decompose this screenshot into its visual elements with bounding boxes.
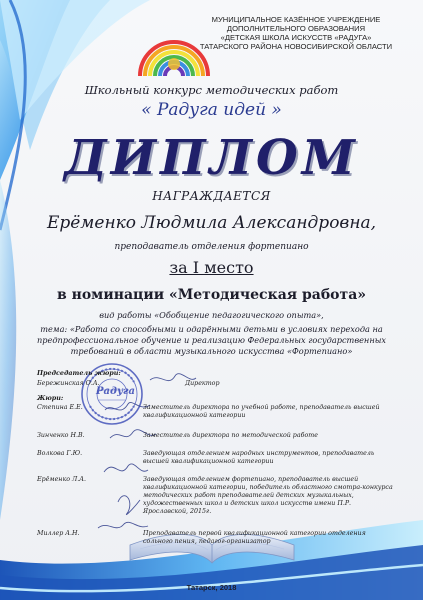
jury-chair-role: Директор bbox=[185, 380, 220, 387]
awarded-heading: НАГРАЖДАЕТСЯ bbox=[152, 189, 271, 203]
organization-name-line-1: МУНИЦИПАЛЬНОЕ КАЗЁННОЕ УЧРЕЖДЕНИЕ bbox=[211, 15, 381, 24]
place-and-date: Татарск, 2018 bbox=[186, 583, 237, 592]
stamp-text: Радуга bbox=[96, 386, 136, 397]
jury-member-name: Зинченко Н.В. bbox=[37, 432, 85, 439]
contest-subtitle: Школьный конкурс методических работ bbox=[84, 83, 339, 97]
award-place: за I место bbox=[169, 258, 254, 277]
jury-member-role: Заведующая отделением фортепиано, преподаватель высшей квалификационной категории, победитель областного смотра-конкурса методических работ преподавателей детских музыкальных, художественных школ и детских школ искусств имени П.Р. Ярославской, 2015г. bbox=[143, 476, 393, 515]
organization-name-line-3: «ДЕТСКАЯ ШКОЛА ИСКУССТВ «РАДУГА» bbox=[220, 33, 372, 42]
organization-name-line-4: ТАТАРСКОГО РАЙОНА НОВОСИБИРСКОЙ ОБЛАСТИ bbox=[199, 42, 393, 51]
contest-name: « Радуга идей » bbox=[141, 100, 282, 120]
jury-chair-name: Бережинская О.А. bbox=[37, 380, 100, 387]
work-type: вид работы «Обобщение педагогического опыта», bbox=[99, 310, 324, 320]
jury-member-name: Волкова Г.Ю. bbox=[37, 450, 83, 457]
topic-line-3: требований в области музыкального искусства «Фортепиано» bbox=[70, 346, 353, 356]
jury-member-role: Преподаватель первой квалификационной категории отделения сольного пения, педагог-организатор bbox=[143, 530, 366, 545]
jury-member-name: Ерёменко Л.А. bbox=[37, 476, 87, 483]
jury-member-role: Заместитель директора по методической работе bbox=[143, 432, 318, 439]
topic-line-2: предпрофессиональное обучение и реализацию Федеральных государственных bbox=[36, 335, 387, 345]
jury-member-name: Степина Е.Е. bbox=[37, 404, 83, 411]
jury-members-label: Жюри: bbox=[37, 394, 64, 402]
nomination: в номинации «Методическая работа» bbox=[56, 287, 367, 303]
diploma-title: ДИПЛОМ bbox=[64, 130, 359, 186]
topic-line-1: тема: «Работа со способными и одарёнными детьми в условиях перехода на bbox=[40, 324, 383, 334]
recipient-name: Ерёменко Людмила Александровна, bbox=[46, 213, 377, 233]
jury-member-name: Миллер А.Н. bbox=[37, 530, 80, 537]
jury-chair-label: Председатель жюри: bbox=[37, 369, 121, 377]
jury-member-role: Заведующая отделением народных инструментов, преподаватель высшей квалификационной категории bbox=[143, 450, 375, 465]
jury-member-role: Заместитель директора по учебной работе, преподаватель высшей квалификационной категории bbox=[143, 404, 380, 419]
recipient-position: преподаватель отделения фортепиано bbox=[114, 242, 309, 252]
organization-name-line-2: ДОПОЛНИТЕЛЬНОГО ОБРАЗОВАНИЯ bbox=[226, 24, 366, 33]
